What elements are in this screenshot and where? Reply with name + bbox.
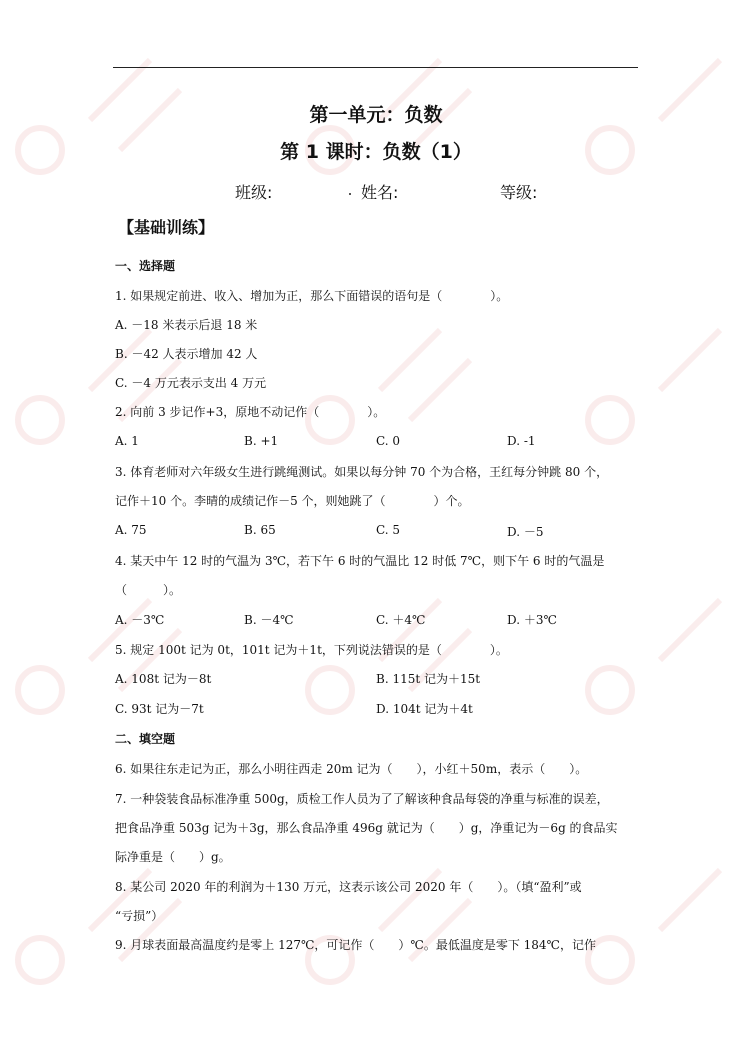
part1-heading: 一、选择题 xyxy=(115,259,176,273)
q5-option-d: D. 104t 记为＋4t xyxy=(376,702,473,716)
question-9: 9. 月球表面最高温度约是零上 127℃，可记作（ ）℃。最低温度是零下 184℃，记作 xyxy=(115,938,596,952)
lesson-title: 第 1 课时：负数（1） xyxy=(280,141,472,163)
unit-title: 第一单元：负数 xyxy=(309,104,443,126)
q3-option-d: D. －5 xyxy=(507,525,544,539)
question-6: 6. 如果往东走记为正，那么小明往西走 20m 记为（ ），小红＋50m，表示（ ）。 xyxy=(115,762,588,776)
question-4-line-2: （ ）。 xyxy=(115,583,182,597)
q2-option-a: A. 1 xyxy=(115,434,139,448)
q4-option-b: B. －4℃ xyxy=(244,613,294,627)
question-2: 2. 向前 3 步记作+3，原地不动记作（ ）。 xyxy=(115,405,386,419)
q2-option-c: C. 0 xyxy=(376,434,401,448)
q1-option-c: C. －4 万元表示支出 4 万元 xyxy=(115,376,267,390)
question-7-line-3: 际净重是（ ）g。 xyxy=(115,850,231,864)
q5-option-b: B. 115t 记为＋15t xyxy=(376,672,481,686)
q4-option-a: A. －3℃ xyxy=(115,613,165,627)
dot-mark xyxy=(349,193,351,195)
part2-heading: 二、填空题 xyxy=(115,732,176,746)
q2-option-b: B. +1 xyxy=(244,434,279,448)
q1-option-a: A. －18 米表示后退 18 米 xyxy=(115,318,258,332)
question-7-line-1: 7. 一种袋装食品标准净重 500g，质检工作人员为了了解该种食品每袋的净重与标准的误差， xyxy=(115,792,609,806)
q4-option-d: D. ＋3℃ xyxy=(507,613,557,627)
question-4-line-1: 4. 某天中午 12 时的气温为 3℃，若下午 6 时的气温比 12 时低 7℃，则下午 6 时的气温是 xyxy=(115,554,605,568)
class-label: 班级: xyxy=(235,183,273,202)
question-3-line-1: 3. 体育老师对六年级女生进行跳绳测试。如果以每分钟 70 个为合格，王红每分钟跳 80 个， xyxy=(115,465,609,479)
q4-option-c: C. ＋4℃ xyxy=(376,613,426,627)
name-label: 姓名: xyxy=(361,183,399,202)
header-rule xyxy=(113,67,638,68)
section-title: 【基础训练】 xyxy=(118,218,215,237)
question-8-line-2: “亏损”） xyxy=(115,909,164,923)
question-1: 1. 如果规定前进、收入、增加为正，那么下面错误的语句是（ ）。 xyxy=(115,289,509,303)
q1-option-b: B. －42 人表示增加 42 人 xyxy=(115,347,258,361)
question-3-line-2: 记作＋10 个。李晴的成绩记作－5 个，则她跳了（ ）个。 xyxy=(115,494,470,508)
grade-label: 等级: xyxy=(500,183,538,202)
q2-option-d: D. -1 xyxy=(507,434,536,448)
q3-option-b: B. 65 xyxy=(244,523,276,537)
q5-option-a: A. 108t 记为－8t xyxy=(115,672,212,686)
q3-option-a: A. 75 xyxy=(115,523,147,537)
question-8-line-1: 8. 某公司 2020 年的利润为＋130 万元，这表示该公司 2020 年（ ）。（填“盈利”或 xyxy=(115,880,582,894)
q5-option-c: C. 93t 记为－7t xyxy=(115,702,204,716)
q3-option-c: C. 5 xyxy=(376,523,401,537)
question-5: 5. 规定 100t 记为 0t，101t 记为＋1t，下列说法错误的是（ ）。 xyxy=(115,643,508,657)
question-7-line-2: 把食品净重 503g 记为＋3g，那么食品净重 496g 就记为（ ）g，净重记为－6g 的食品实 xyxy=(115,821,618,835)
